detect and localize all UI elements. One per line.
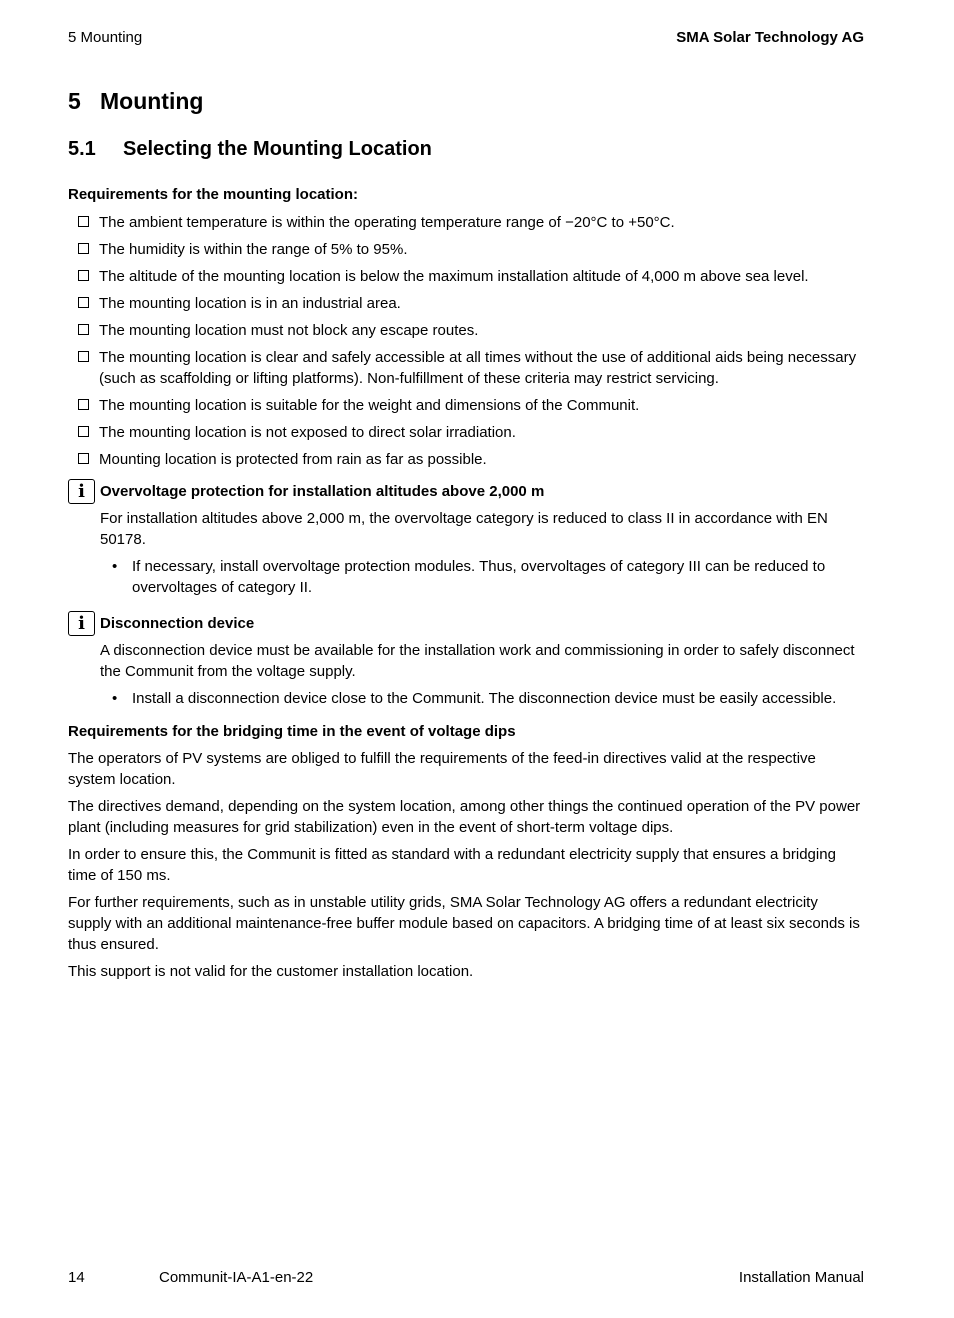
paragraph: The operators of PV systems are obliged to fulfill the requirements of the feed-in directives valid at the respective system location. [68,750,816,788]
notice-bullet [68,556,864,598]
checklist-item-text: The mounting location must not block any escape routes. [99,322,479,339]
checklist-item-text: The humidity is within the range of 5% to 95%. [99,241,408,258]
checklist-item [68,266,864,287]
checkbox-icon [78,453,89,464]
checklist-item [68,212,864,233]
checkbox-icon [78,399,89,410]
checklist-item-text: The mounting location is suitable for the weight and dimensions of the Communit. [99,397,640,414]
paragraph: For further requirements, such as in unstable utility grids, SMA Solar Technology AG offers a redundant electricity supply with an additional maintenance-free buffer module based on capacitors. A bridging time of at least six seconds is thus ensured. [68,894,860,953]
header-chapter-ref: 5 Mounting [68,29,143,46]
checklist-item [68,293,864,314]
notice-title: Overvoltage protection for installation altitudes above 2,000 m [100,483,545,500]
checklist-item-text: The altitude of the mounting location is below the maximum installation altitude of 4,000 m above sea level. [99,268,809,285]
page-number: 14 [68,1269,85,1286]
checkbox-icon [78,216,89,227]
checkbox-icon [78,351,89,362]
paragraph: The directives demand, depending on the system location, among other things the continued operation of the PV power plant (including measures for grid stabilization) even in the event of short-term voltage dips. [68,798,861,836]
paragraph: This support is not valid for the customer installation location. [68,963,474,980]
checklist-item [68,320,864,341]
info-icon: i [68,611,95,636]
chapter-title-text: Mounting [100,88,204,114]
bullet-icon: • [112,558,118,575]
info-icon: i [68,479,95,504]
bridging-section [68,721,864,982]
checklist-item [68,347,864,389]
bridging-heading: Requirements for the bridging time in the event of voltage dips [68,723,516,740]
checklist-item-text: Mounting location is protected from rain as far as possible. [99,451,487,468]
chapter-number: 5 [68,88,81,114]
checklist-item-text: The mounting location is clear and safely accessible at all times without the use of additional aids being necessary (such as scaffolding or lifting platforms). Non-fulfillment of these criteria may restrict servicing. [99,349,857,387]
checkbox-icon [78,243,89,254]
notice-body: For installation altitudes above 2,000 m, the overvoltage category is reduced to class II in accordance with EN 50178. [100,510,828,548]
main-content [68,184,864,982]
chapter-title [68,86,203,116]
document-type: Installation Manual [738,1269,864,1286]
notice-title: Disconnection device [100,615,255,632]
requirements-heading: Requirements for the mounting location: [68,186,359,203]
checklist-item [68,395,864,416]
notice-body: A disconnection device must be available for the installation work and commissioning in order to safely disconnect the Communit from the voltage supply. [100,642,855,680]
document-page [68,0,864,1318]
notice-bullet [68,688,864,709]
checklist-item-text: The mounting location is not exposed to direct solar irradiation. [99,424,516,441]
notice-disconnection [68,612,864,709]
checklist-item [68,239,864,260]
page-footer [68,1267,864,1289]
header-company: SMA Solar Technology AG [676,29,864,46]
checklist-item-text: The mounting location is in an industrial area. [99,295,401,312]
checkbox-icon [78,324,89,335]
notice-overvoltage [68,480,864,598]
bullet-icon: • [112,690,118,707]
paragraph: In order to ensure this, the Communit is fitted as standard with a redundant electricity supply that ensures a bridging time of 150 ms. [68,846,836,884]
checklist-item [68,422,864,443]
checkbox-icon [78,297,89,308]
running-header [68,27,864,49]
checkbox-icon [78,426,89,437]
notice-bullet-text: Install a disconnection device close to the Communit. The disconnection device must be easily accessible. [132,690,837,707]
checklist-item-text: The ambient temperature is within the operating temperature range of −20°C to +50°C. [99,214,675,231]
document-id: Communit-IA-A1-en-22 [159,1269,314,1286]
requirements-checklist [68,212,864,470]
section-number: 5.1 [68,138,96,160]
section-title-text: Selecting the Mounting Location [123,138,432,160]
section-title [68,136,432,162]
notice-bullet-text: If necessary, install overvoltage protection modules. Thus, overvoltages of category III can be reduced to overvoltages of category II. [132,558,826,596]
checklist-item [68,449,864,470]
checkbox-icon [78,270,89,281]
